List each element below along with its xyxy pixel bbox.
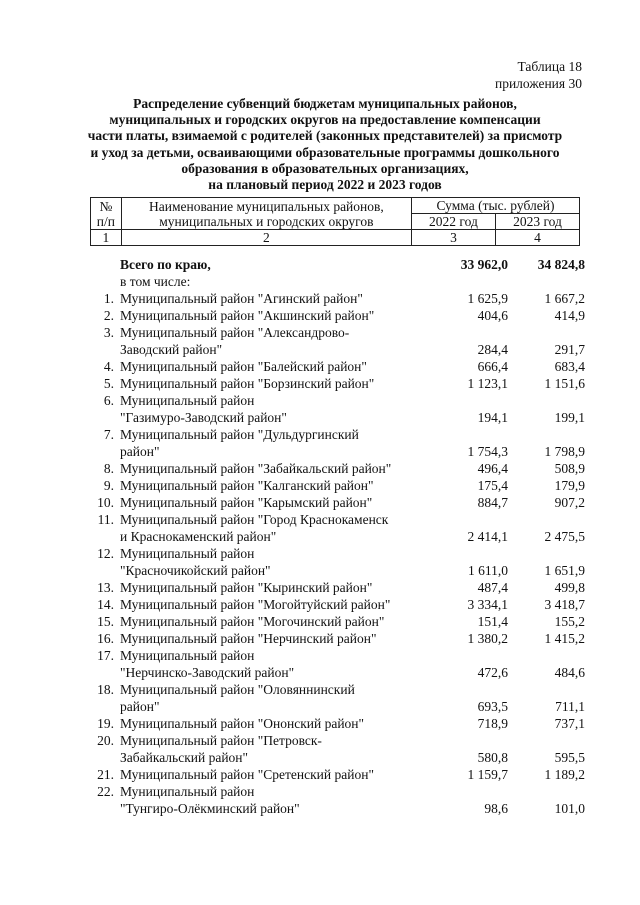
table-row bbox=[90, 290, 585, 307]
row-name bbox=[120, 511, 410, 545]
row-value-2023: 1 798,9 bbox=[544, 444, 585, 459]
row-name-line: Муниципальный район "Забайкальский район" bbox=[120, 461, 392, 476]
row-number: 5. bbox=[103, 376, 114, 391]
row-name bbox=[120, 766, 410, 783]
row-value-2022: 1 625,9 bbox=[467, 291, 508, 306]
row-name bbox=[120, 477, 410, 494]
row-value-2023: 737,1 bbox=[554, 716, 585, 731]
row-value-2022: 98,6 bbox=[484, 801, 508, 816]
row-name-line: "Газимуро-Заводский район" bbox=[120, 410, 287, 425]
row-value-2022: 487,4 bbox=[477, 580, 508, 595]
row-number: 20. bbox=[97, 733, 114, 748]
table-row bbox=[90, 732, 585, 766]
row-value-2022: 472,6 bbox=[477, 665, 508, 680]
row-number: 12. bbox=[97, 546, 114, 561]
table-row bbox=[90, 324, 585, 358]
header-number: № п/п bbox=[91, 198, 122, 230]
row-value-2023: 1 151,6 bbox=[544, 376, 585, 391]
row-number: 6. bbox=[103, 393, 114, 408]
table-row bbox=[90, 307, 585, 324]
row-number: 1. bbox=[103, 291, 114, 306]
row-name-line: Муниципальный район bbox=[120, 784, 255, 799]
header-name: Наименование муниципальных районов, муниципальных и городских округов bbox=[121, 198, 411, 230]
row-name-line: Заводский район" bbox=[120, 342, 223, 357]
title-line: Распределение субвенций бюджетам муниципальных районов, bbox=[133, 96, 517, 111]
total-row bbox=[90, 256, 585, 273]
row-value-2022: 666,4 bbox=[477, 359, 508, 374]
table-row bbox=[90, 545, 585, 579]
table-row bbox=[90, 579, 585, 596]
row-value-2022: 1 380,2 bbox=[467, 631, 508, 646]
row-name bbox=[120, 290, 410, 307]
row-value-2023: 907,2 bbox=[554, 495, 585, 510]
row-name-line: Муниципальный район "Петровск- bbox=[120, 733, 322, 748]
row-value-2023: 1 667,2 bbox=[544, 291, 585, 306]
table-row bbox=[90, 596, 585, 613]
row-number: 18. bbox=[97, 682, 114, 697]
row-value-2023: 484,6 bbox=[554, 665, 585, 680]
document-title bbox=[60, 96, 590, 193]
row-name bbox=[120, 715, 410, 732]
row-value-2023: 291,7 bbox=[554, 342, 585, 357]
table-row bbox=[90, 511, 585, 545]
row-name bbox=[120, 545, 410, 579]
row-name-line: "Красночикойский район" bbox=[120, 563, 271, 578]
row-number: 21. bbox=[97, 767, 114, 782]
row-name-line: район" bbox=[120, 444, 160, 459]
table-row bbox=[90, 681, 585, 715]
row-name-line: Муниципальный район "Агинский район" bbox=[120, 291, 363, 306]
row-name-line: Муниципальный район "Дульдургинский bbox=[120, 427, 359, 442]
row-value-2023: 499,8 bbox=[554, 580, 585, 595]
column-index-3: 3 bbox=[411, 230, 495, 246]
row-name bbox=[120, 732, 410, 766]
row-value-2022: 693,5 bbox=[477, 699, 508, 714]
table-reference bbox=[495, 58, 582, 92]
row-name bbox=[120, 392, 410, 426]
row-name-line: Муниципальный район bbox=[120, 648, 255, 663]
header-year-2022: 2022 год bbox=[411, 214, 495, 230]
title-line: муниципальных и городских округов на предоставление компенсации bbox=[109, 112, 541, 128]
row-value-2022: 1 611,0 bbox=[468, 563, 508, 578]
row-number: 17. bbox=[97, 648, 114, 663]
row-number: 14. bbox=[97, 597, 114, 612]
row-value-2023: 683,4 bbox=[554, 359, 585, 374]
row-name bbox=[120, 426, 410, 460]
row-name bbox=[120, 630, 410, 647]
subtotal-caption-row bbox=[90, 273, 585, 290]
row-number: 13. bbox=[97, 580, 114, 595]
table-row bbox=[90, 494, 585, 511]
row-name-line: Муниципальный район "Сретенский район" bbox=[120, 767, 374, 782]
row-value-2022: 151,4 bbox=[477, 614, 508, 629]
row-number: 2. bbox=[103, 308, 114, 323]
row-name bbox=[120, 596, 410, 613]
row-number: 4. bbox=[103, 359, 114, 374]
row-value-2022: 884,7 bbox=[477, 495, 508, 510]
row-value-2022: 3 334,1 bbox=[467, 597, 508, 612]
table-number: Таблица 18 bbox=[517, 59, 582, 74]
title-line: образования в образовательных организациях, bbox=[181, 160, 469, 176]
row-name bbox=[120, 681, 410, 715]
row-name bbox=[120, 375, 410, 392]
row-name-line: Муниципальный район bbox=[120, 546, 255, 561]
header-year-2023: 2023 год bbox=[495, 214, 579, 230]
row-name bbox=[120, 460, 410, 477]
row-number: 19. bbox=[97, 716, 114, 731]
row-name-line: Муниципальный район "Калганский район" bbox=[120, 478, 374, 493]
row-name-line: район" bbox=[120, 699, 160, 714]
title-line: на плановый период 2022 и 2023 годов bbox=[208, 177, 442, 193]
row-value-2023: 179,9 bbox=[554, 478, 585, 493]
row-name-line: Муниципальный район "Ононский район" bbox=[120, 716, 365, 731]
row-name-line: Муниципальный район bbox=[120, 393, 255, 408]
row-number: 7. bbox=[103, 427, 114, 442]
row-name-line: "Нерчинско-Заводский район" bbox=[120, 665, 295, 680]
row-name-line: Муниципальный район "Город Краснокаменск bbox=[120, 512, 389, 527]
row-name-line: Муниципальный район "Кыринский район" bbox=[120, 580, 373, 595]
total-2023: 34 824,8 bbox=[537, 257, 585, 272]
row-name-line: и Краснокаменский район" bbox=[120, 529, 277, 544]
appendix-number: приложения 30 bbox=[494, 76, 582, 91]
row-name bbox=[120, 324, 410, 358]
row-name bbox=[120, 358, 410, 375]
row-value-2023: 595,5 bbox=[554, 750, 585, 765]
row-value-2023: 3 418,7 bbox=[544, 597, 585, 612]
title-line: и уход за детьми, осваивающими образовательные программы дошкольного bbox=[90, 144, 560, 160]
row-name-line: Муниципальный район "Борзинский район" bbox=[120, 376, 375, 391]
row-name-line: Муниципальный район "Могойтуйский район" bbox=[120, 597, 391, 612]
row-value-2023: 155,2 bbox=[554, 614, 585, 629]
column-index-2: 2 bbox=[121, 230, 411, 246]
row-name-line: Муниципальный район "Александрово- bbox=[120, 325, 350, 340]
column-index-4: 4 bbox=[495, 230, 579, 246]
table-row bbox=[90, 426, 585, 460]
header-sum: Сумма (тыс. рублей) bbox=[411, 198, 579, 214]
subtotal-caption: в том числе: bbox=[120, 274, 191, 289]
table-row bbox=[90, 613, 585, 630]
row-name bbox=[120, 307, 410, 324]
table-row bbox=[90, 630, 585, 647]
row-name-line: Муниципальный район "Оловяннинский bbox=[120, 682, 355, 697]
row-name-line: "Тунгиро-Олёкминский район" bbox=[120, 801, 300, 816]
row-name-line: Муниципальный район "Могочинский район" bbox=[120, 614, 385, 629]
row-number: 15. bbox=[97, 614, 114, 629]
row-value-2023: 1 415,2 bbox=[544, 631, 585, 646]
row-number: 8. bbox=[103, 461, 114, 476]
row-name-line: Муниципальный район "Акшинский район" bbox=[120, 308, 375, 323]
table-row bbox=[90, 358, 585, 375]
row-value-2022: 194,1 bbox=[477, 410, 508, 425]
row-value-2023: 101,0 bbox=[554, 801, 585, 816]
row-number: 3. bbox=[103, 325, 114, 340]
row-value-2023: 1 189,2 bbox=[544, 767, 585, 782]
table-body bbox=[90, 256, 585, 817]
table-row bbox=[90, 375, 585, 392]
column-index-1: 1 bbox=[91, 230, 122, 246]
row-name-line: Муниципальный район "Карымский район" bbox=[120, 495, 373, 510]
row-value-2022: 175,4 bbox=[477, 478, 508, 493]
title-line: части платы, взимаемой с родителей (законных представителей) за присмотр bbox=[87, 128, 563, 144]
row-name bbox=[120, 494, 410, 511]
table-row bbox=[90, 783, 585, 817]
row-value-2023: 711,1 bbox=[555, 699, 585, 714]
row-value-2022: 1 159,7 bbox=[467, 767, 508, 782]
row-value-2022: 1 754,3 bbox=[467, 444, 508, 459]
table-row bbox=[90, 477, 585, 494]
row-name bbox=[120, 613, 410, 630]
row-name bbox=[120, 579, 410, 596]
row-value-2022: 284,4 bbox=[477, 342, 508, 357]
row-value-2023: 1 651,9 bbox=[544, 563, 585, 578]
row-number: 9. bbox=[103, 478, 114, 493]
table-row bbox=[90, 460, 585, 477]
row-name-line: Забайкальский район" bbox=[120, 750, 249, 765]
table-row bbox=[90, 647, 585, 681]
row-number: 16. bbox=[97, 631, 114, 646]
total-2022: 33 962,0 bbox=[460, 257, 508, 272]
row-value-2022: 404,6 bbox=[477, 308, 508, 323]
row-value-2023: 508,9 bbox=[554, 461, 585, 476]
table-row bbox=[90, 715, 585, 732]
row-number: 22. bbox=[97, 784, 114, 799]
table-row bbox=[90, 392, 585, 426]
row-value-2023: 2 475,5 bbox=[544, 529, 585, 544]
row-value-2022: 496,4 bbox=[477, 461, 508, 476]
total-label: Всего по краю, bbox=[120, 257, 211, 272]
row-name-line: Муниципальный район "Балейский район" bbox=[120, 359, 367, 374]
row-name-line: Муниципальный район "Нерчинский район" bbox=[120, 631, 377, 646]
row-value-2023: 199,1 bbox=[554, 410, 585, 425]
row-value-2023: 414,9 bbox=[554, 308, 585, 323]
table-row bbox=[90, 766, 585, 783]
row-value-2022: 718,9 bbox=[477, 716, 508, 731]
row-number: 11. bbox=[97, 512, 114, 527]
row-value-2022: 580,8 bbox=[477, 750, 508, 765]
table-header bbox=[90, 197, 580, 246]
row-name bbox=[120, 647, 410, 681]
row-value-2022: 1 123,1 bbox=[467, 376, 508, 391]
row-name bbox=[120, 783, 410, 817]
row-number: 10. bbox=[97, 495, 114, 510]
row-value-2022: 2 414,1 bbox=[467, 529, 508, 544]
